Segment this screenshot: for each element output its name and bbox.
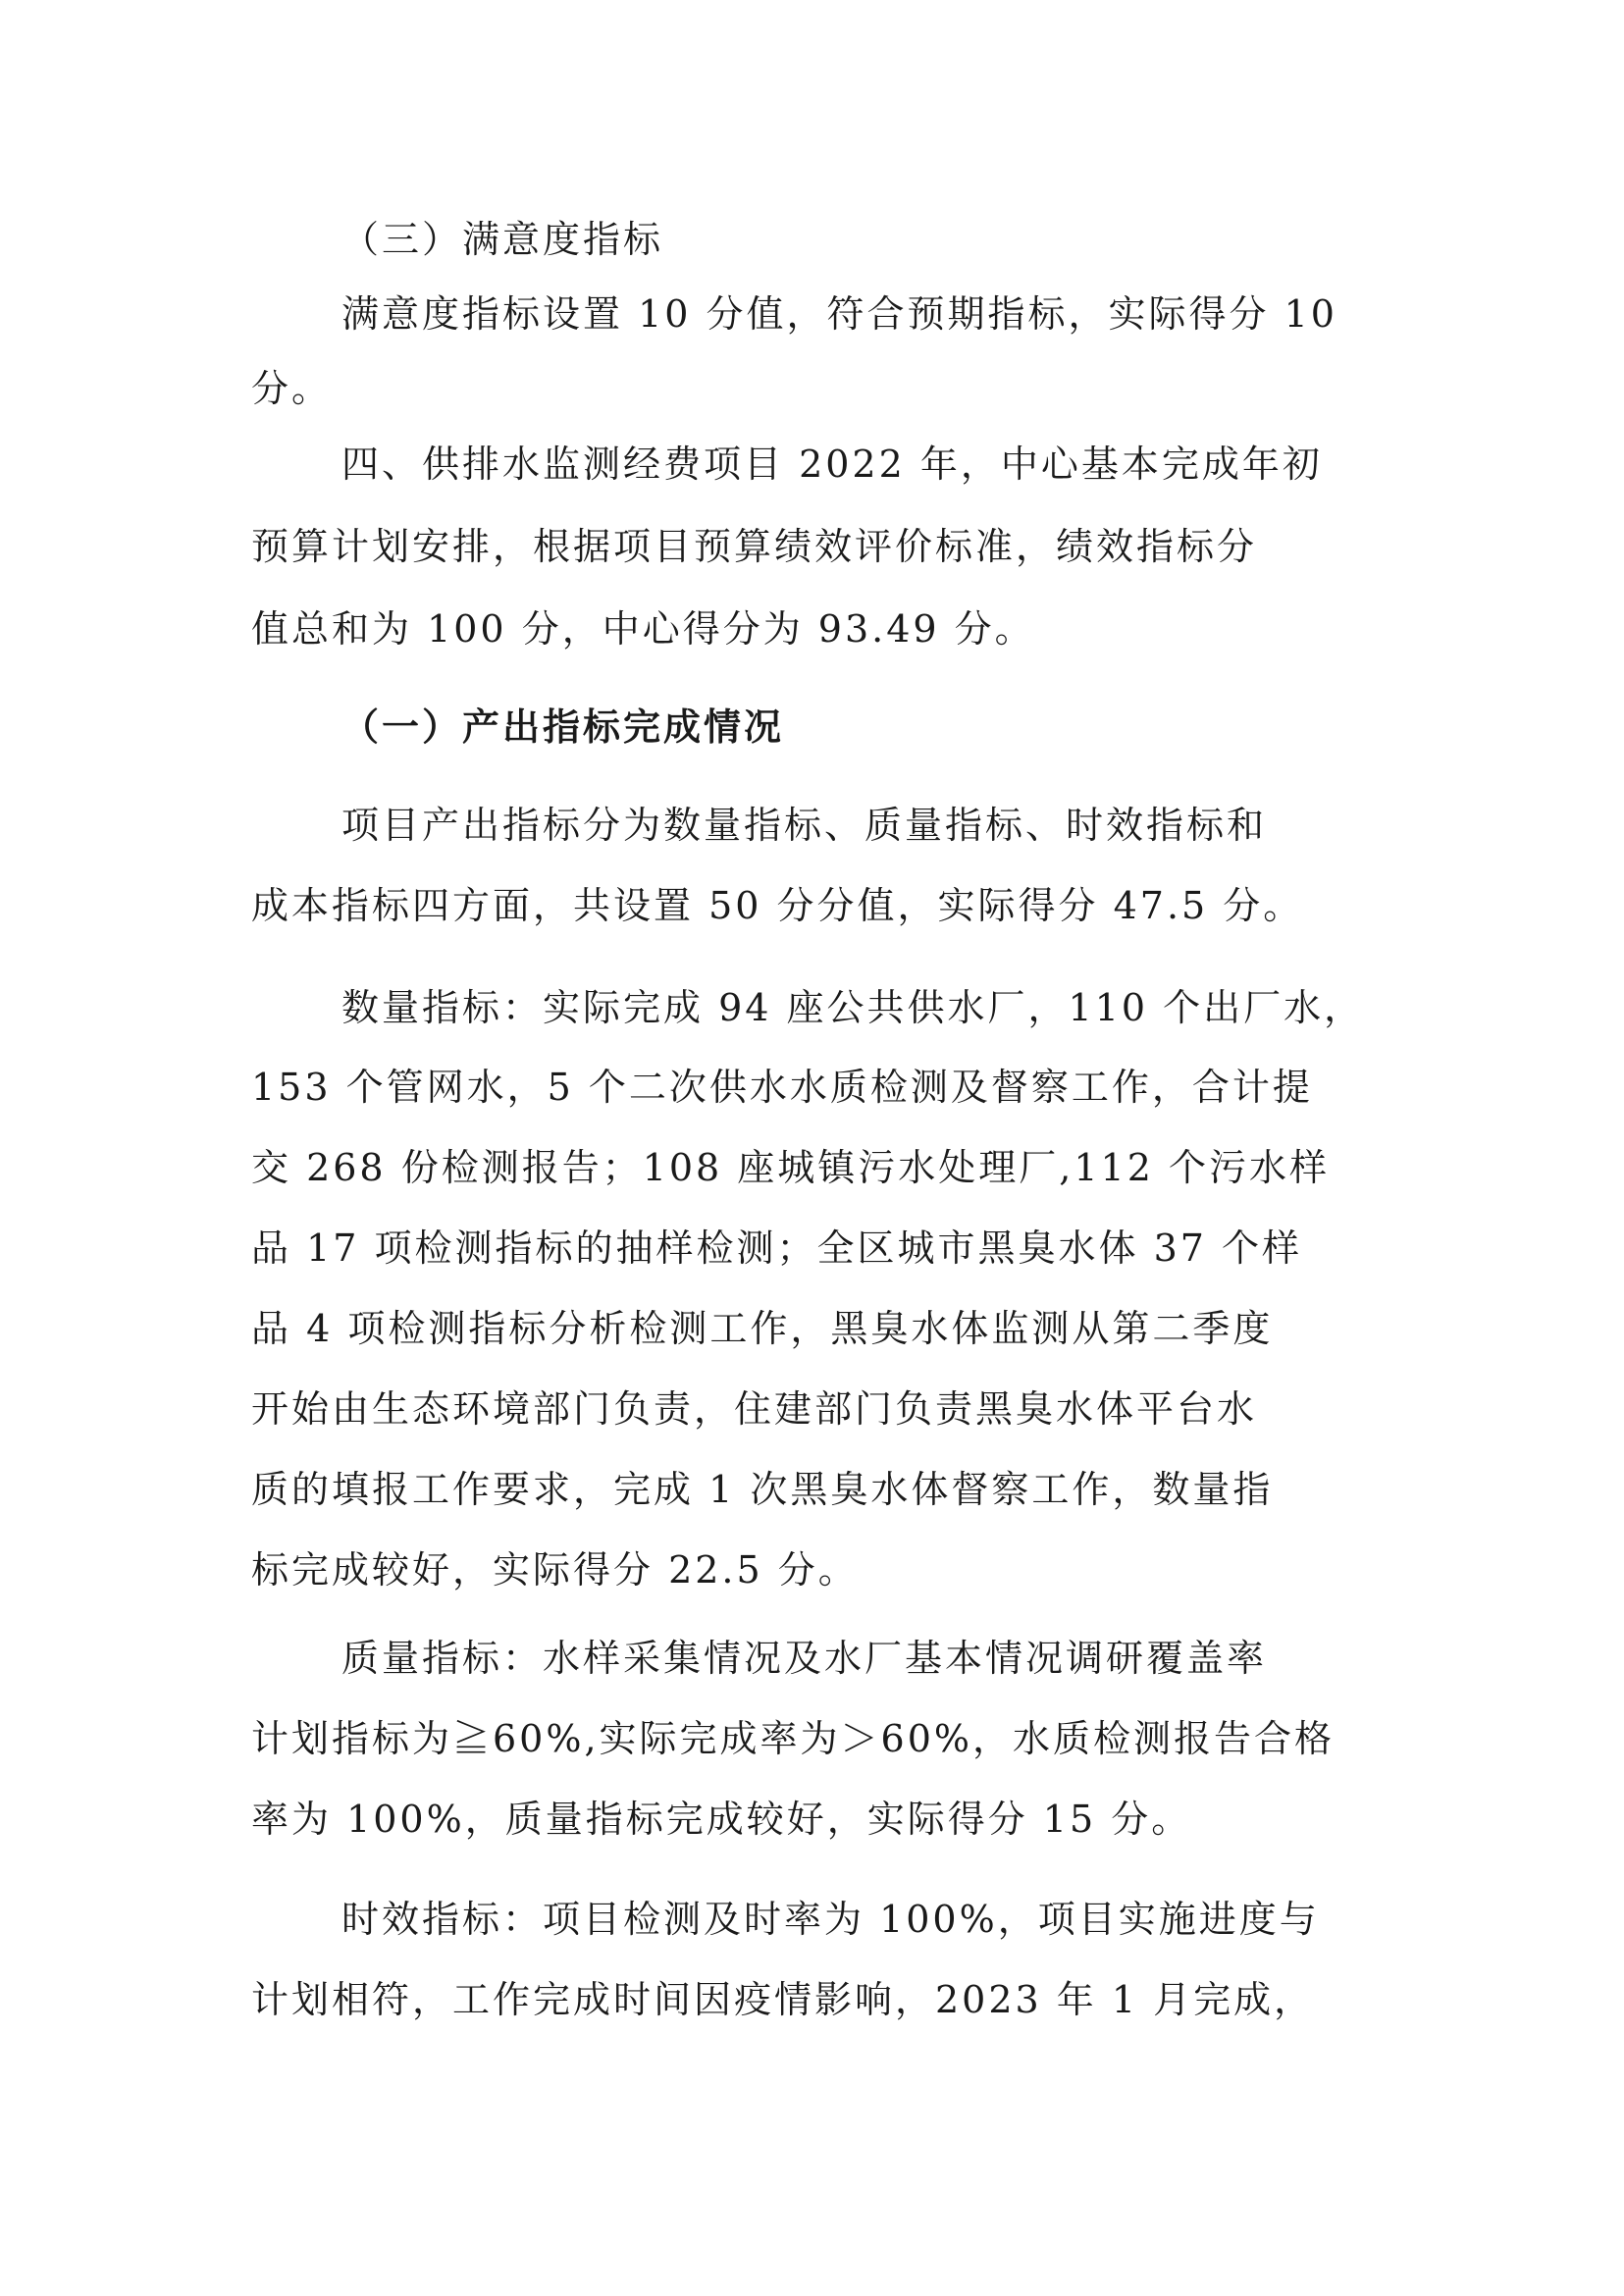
paragraph-line: 数量指标：实际完成 94 座公共供水厂，110 个出厂水， bbox=[341, 986, 1365, 1029]
paragraph-line: 预算计划安排，根据项目预算绩效评价标准，绩效指标分 bbox=[251, 525, 1258, 568]
paragraph-line: 交 268 份检测报告；108 座城镇污水处理厂,112 个污水样 bbox=[251, 1146, 1330, 1189]
paragraph-line: 开始由生态环境部门负责，住建部门负责黑臭水体平台水 bbox=[251, 1387, 1258, 1431]
section-heading-line: 四、供排水监测经费项目 2022 年，中心基本完成年初 bbox=[341, 443, 1323, 486]
subheading-output-indicators: （一）产出指标完成情况 bbox=[341, 704, 785, 749]
paragraph-line: 计划相符，工作完成时间因疫情影响，2023 年 1 月完成， bbox=[251, 1978, 1315, 2021]
paragraph-line: 质的填报工作要求，完成 1 次黑臭水体督察工作，数量指 bbox=[251, 1468, 1274, 1511]
paragraph-line: 153 个管网水，5 个二次供水水质检测及督察工作，合计提 bbox=[251, 1066, 1313, 1109]
paragraph-line: 品 17 项检测指标的抽样检测；全区城市黑臭水体 37 个样 bbox=[251, 1226, 1303, 1270]
paragraph-line: 项目产出指标分为数量指标、质量指标、时效指标和 bbox=[341, 804, 1268, 847]
paragraph-line: 满意度指标设置 10 分值，符合预期指标，实际得分 10 bbox=[341, 292, 1337, 336]
paragraph-line: 计划指标为≧60%,实际完成率为＞60%，水质检测报告合格 bbox=[251, 1717, 1336, 1760]
paragraph-line: 品 4 项检测指标分析检测工作，黑臭水体监测从第二季度 bbox=[251, 1307, 1274, 1350]
paragraph-line: 成本指标四方面，共设置 50 分分值，实际得分 47.5 分。 bbox=[251, 884, 1304, 927]
subheading-satisfaction: （三）满意度指标 bbox=[341, 218, 664, 261]
paragraph-line: 标完成较好，实际得分 22.5 分。 bbox=[251, 1548, 859, 1592]
paragraph-line: 分。 bbox=[251, 367, 333, 410]
paragraph-line: 质量指标：水样采集情况及水厂基本情况调研覆盖率 bbox=[341, 1637, 1268, 1680]
paragraph-line: 时效指标：项目检测及时率为 100%，项目实施进度与 bbox=[341, 1898, 1320, 1941]
paragraph-line: 率为 100%，质量指标完成较好，实际得分 15 分。 bbox=[251, 1798, 1192, 1841]
paragraph-line: 值总和为 100 分，中心得分为 93.49 分。 bbox=[251, 607, 1035, 651]
